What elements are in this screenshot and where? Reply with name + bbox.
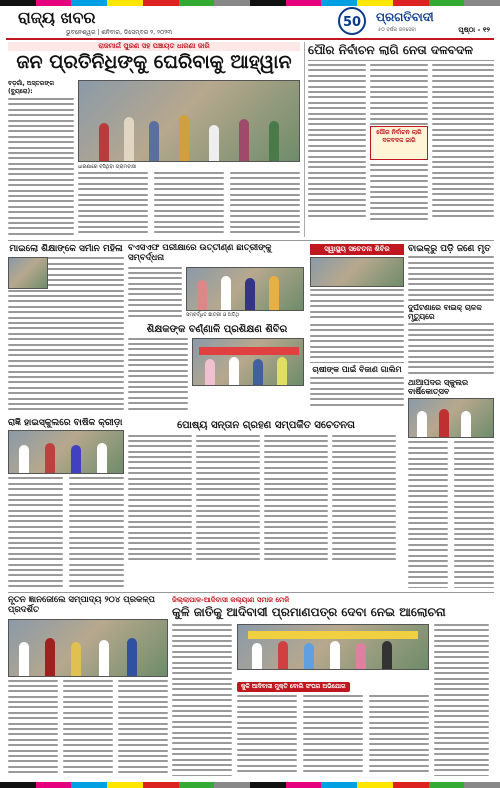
story-kuli-tribal — [172, 596, 494, 776]
lead-body-col1 — [8, 98, 74, 237]
story-farmer-headline: ଚାଷୀଙ୍କ ପାଇଁ ବିଜାଣ ଗାଲିମ — [310, 362, 404, 374]
section-title: ରାଜ୍ୟ ଖବର — [18, 8, 96, 27]
story-accident — [408, 304, 494, 374]
story-health-camp-photo — [310, 257, 404, 287]
lead-photo — [78, 80, 300, 162]
lead-kicker: ରାଜମାର୍ଗ ପୁରଣ ସହ ପଞ୍ଚାୟତ ଧାରଣା ଜାରି — [8, 42, 300, 51]
story-kuli-photo — [237, 624, 429, 670]
story-bike-death-headline: ବାଇକ୍‌ରୁ ପଡ଼ି ଜଣେ ମୃତ — [408, 244, 491, 254]
story-teacher-photo — [192, 338, 304, 386]
lead-byline: ବଡ଼ଗାଁ, ଅସ୍ତରଙ୍ଗ (ବ୍ୟୁରୋ): — [8, 80, 54, 95]
lead-headline: ଜନ ପ୍ରତିନିଧିଙ୍କୁ ଘେରିବାକୁ ଆହ୍ୱାନ — [16, 51, 292, 73]
lead-body-col2 — [78, 172, 148, 237]
story-projects — [8, 596, 168, 776]
story-bsf-caption: ସମ୍ବର୍ଦ୍ଧିତ ଛାତ୍ରୀ ଓ ଅତିଥି — [186, 311, 240, 318]
story-bike-death — [408, 244, 494, 304]
pull-quote: ପୌର ନିର୍ବାଚନ ଲାଗି ଦଳବଦଳ ଜାରି — [370, 126, 428, 160]
anniversary-logo-icon — [332, 6, 372, 36]
story-annual-function — [408, 378, 494, 588]
story-kuli-kicker: ଜିଲ୍ଲାପାଳ-ଆଦିବାସୀ କଲ୍ୟାଣ ସମାଜ ମେଳି — [172, 596, 290, 604]
lead-photo-caption: ଧାରଣାରେ ବସିଥିବା ଗ୍ରାମବାସୀ — [78, 164, 137, 170]
story-bsf-headline: ବିଏସଏଫ ପରୀକ୍ଷାରେ ଉତ୍ତୀର୍ଣ୍ଣ ଛାତ୍ରୀଙ୍କୁ ସମ୍ବର୍ଦ୍ଧନା — [128, 244, 272, 263]
story-projects-headline: ନୂତନ ଜ୍ଞାନଜୌଲେ ସମ୍ପାଦ୍ୟ ୨୦୪ ପ୍ରକଳ୍ପ ପ୍ରଦର୍ଶିତ — [8, 596, 155, 615]
logo-number: 50 — [342, 15, 362, 30]
story-sports-headline: ରାଜ୍ଞି ହାଇସ୍କୁଲରେ ବାର୍ଷିକ କ୍ରୀଡ଼ା — [8, 418, 123, 428]
story-teacher-training — [128, 324, 306, 416]
story-kuli-headline: କୁଳି ଜାତିକୁ ଆଦିବାସୀ ପ୍ରମାଣପତ୍ର ଦେବା ନେଇ ଆଲୋଚନା — [172, 605, 446, 619]
dateline: ଭୁବନେଶ୍ୱର | ଶନିବାର, ଡିସେମ୍ବର ୨, ୨୦୨୩ — [66, 29, 172, 36]
newspaper-brand: ପ୍ରଗତିବାଦୀ — [376, 10, 434, 24]
story-annual-photo — [408, 398, 494, 438]
story-kuli-banner: କୁଳି ଆଦିବାସୀ ମୁକ୍ତି ବୋଲି ସଂଘର ଅଭିଯୋଗ — [237, 682, 350, 692]
story-health-camp-headline: ସ୍ୱାସ୍ଥ୍ୟ ସଚେତନା ଶିବିର — [310, 244, 404, 255]
right-top-story — [308, 44, 494, 237]
brand-subtitle: ୫୦ ବର୍ଷର ଜନସେବା — [378, 27, 417, 33]
story-annual-headline: ଥାଆପଦର ସ୍କୁଲର ବାର୍ଷିକୋତ୍ସବ — [408, 378, 469, 397]
story-adoption-headline: ପୋଷ୍ୟ ସନ୍ତାନ ଗ୍ରହଣ ସମ୍ପର୍କିତ ସଚେତନତା — [177, 420, 355, 431]
right-top-headline: ପୌର ନିର୍ବାଚନ ଲାଗି ନେତା ଦଳବଦଳ — [308, 44, 494, 61]
story-sports — [8, 418, 124, 588]
story-mahila-photo — [8, 257, 48, 289]
story-farmer — [310, 324, 404, 416]
story-health-camp — [310, 244, 404, 320]
registration-marks-bottom — [0, 782, 500, 788]
story-bsf-photo — [186, 267, 304, 311]
page-number: ପୃଷ୍ଠା - ୧୨ — [458, 26, 490, 34]
story-adoption — [128, 420, 404, 588]
story-projects-photo — [8, 619, 168, 677]
story-teacher-headline: ଶିକ୍ଷକଙ୍କ ବର୍ଣ୍ଣାଳି ପ୍ରଶିକ୍ଷଣ ଶିବିର — [146, 324, 288, 335]
story-accident-headline: ଦୁର୍ଘଟଣାରେ ବାଇକ୍ ଚାଳକ ମୃତ୍ୟୁରେ — [408, 304, 482, 321]
lead-body-col4 — [230, 172, 300, 237]
masthead — [6, 6, 494, 40]
story-sports-photo — [8, 430, 124, 474]
story-mahila-headline: ମାଇଲୋ ଶିକ୍ଷାଙ୍କେ ସର୍ମାନ ମହିଳା — [9, 244, 123, 254]
story-bsf — [128, 244, 306, 320]
lead-body-col3 — [154, 172, 224, 237]
lead-story — [8, 42, 300, 237]
story-mahila — [8, 244, 124, 414]
